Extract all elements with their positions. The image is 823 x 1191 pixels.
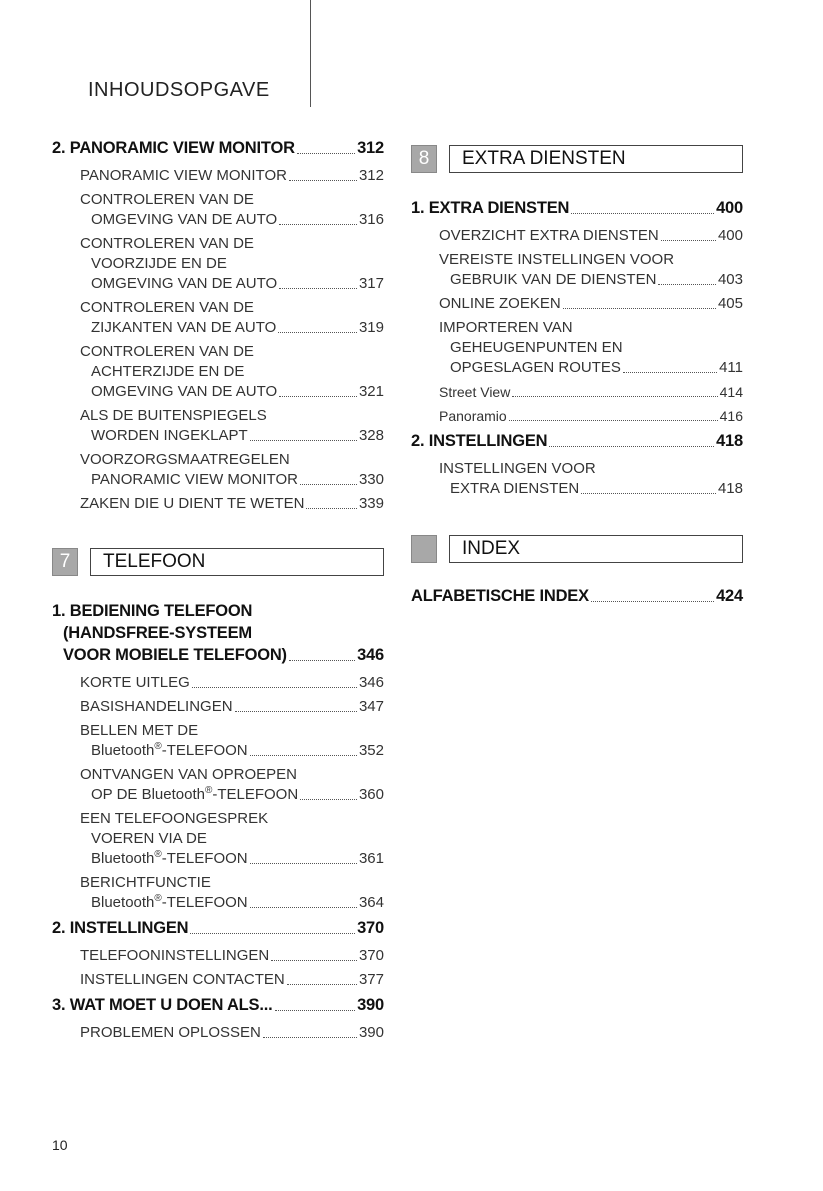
- toc-page-number: 400: [717, 227, 743, 244]
- toc-entry-line: [80, 166, 384, 186]
- toc-entry-line: [80, 829, 384, 849]
- toc-page-number: 390: [357, 996, 384, 1014]
- toc-page-number: 317: [358, 275, 384, 292]
- toc-entry-line: [52, 917, 384, 939]
- toc-entry[interactable]: [52, 970, 384, 990]
- toc-page-number: 361: [358, 850, 384, 867]
- toc-entry-line: [80, 673, 384, 693]
- toc-page-number: 411: [719, 359, 743, 376]
- toc-entry-text: ALS DE BUITENSPIEGELS: [80, 407, 267, 424]
- toc-entry-text: KORTE UITLEG: [80, 674, 190, 691]
- toc-page-number: 360: [358, 786, 384, 803]
- dot-leader: [297, 137, 355, 154]
- toc-entry-line: [80, 342, 384, 362]
- toc-entry-line: [80, 893, 384, 913]
- toc-entry-text: Bluetooth®-TELEFOON: [91, 893, 248, 911]
- toc-entry-text: ZIJKANTEN VAN DE AUTO: [91, 319, 277, 336]
- dot-leader: [271, 946, 357, 961]
- toc-entry-text: TELEFOONINSTELLINGEN: [80, 947, 270, 964]
- toc-entry[interactable]: [411, 318, 743, 378]
- dot-leader: [512, 382, 717, 397]
- toc-entry-line: [80, 382, 384, 402]
- toc-entry-text: Panoramio: [439, 408, 507, 424]
- toc-entry-line: [439, 250, 743, 270]
- toc-entry[interactable]: [411, 459, 743, 499]
- toc-entry-text: VEREISTE INSTELLINGEN VOOR: [439, 251, 675, 268]
- dot-leader: [190, 917, 355, 934]
- toc-entry-text: GEBRUIK VAN DE DIENSTEN: [450, 271, 657, 288]
- toc-entry-text: PANORAMIC VIEW MONITOR: [91, 471, 298, 488]
- dot-leader: [571, 197, 714, 214]
- toc-page-number: 339: [358, 495, 384, 512]
- toc-entry-text: EEN TELEFOONGESPREK: [80, 810, 269, 827]
- toc-page-number: 346: [357, 646, 384, 664]
- toc-page-number: 346: [358, 674, 384, 691]
- toc-entry-text: BERICHTFUNCTIE: [80, 874, 211, 891]
- section-title: INDEX: [449, 535, 743, 563]
- toc-page-number: 418: [717, 480, 743, 497]
- toc-entry-text: VOORZORGSMAATREGELEN: [80, 451, 290, 468]
- toc-entry-line: [80, 946, 384, 966]
- toc-entry-text: ALFABETISCHE INDEX: [411, 587, 589, 605]
- toc-entry[interactable]: [411, 406, 743, 426]
- toc-chapter-entry[interactable]: [52, 994, 384, 1016]
- toc-entry-text: Bluetooth®-TELEFOON: [91, 849, 248, 867]
- toc-entry[interactable]: [52, 342, 384, 402]
- toc-entry-line: [52, 644, 384, 666]
- toc-entry-line: [439, 318, 743, 338]
- toc-entry-line: [80, 849, 384, 869]
- toc-chapter-entry[interactable]: [411, 585, 743, 607]
- toc-entry[interactable]: [411, 294, 743, 314]
- toc-entry-line: [80, 970, 384, 990]
- dot-leader: [275, 994, 356, 1011]
- toc-entry-line: [80, 697, 384, 717]
- toc-entry-text: INSTELLINGEN VOOR: [439, 460, 596, 477]
- section-title: EXTRA DIENSTEN: [449, 145, 743, 173]
- toc-page-number: 312: [358, 167, 384, 184]
- toc-entry[interactable]: [52, 1023, 384, 1043]
- toc-page-number: 390: [358, 1024, 384, 1041]
- toc-page-number: 330: [358, 471, 384, 488]
- toc-entry-text: INSTELLINGEN CONTACTEN: [80, 971, 285, 988]
- toc-entry[interactable]: [52, 697, 384, 717]
- dot-leader: [289, 166, 357, 181]
- toc-entry-line: [439, 294, 743, 314]
- toc-entry[interactable]: [52, 946, 384, 966]
- dot-leader: [250, 893, 357, 908]
- toc-entry-text: ZAKEN DIE U DIENT TE WETEN: [80, 495, 305, 512]
- dot-leader: [661, 226, 716, 241]
- dot-leader: [549, 430, 714, 447]
- toc-entry-text: 2. INSTELLINGEN: [411, 432, 548, 450]
- toc-entry-line: [80, 318, 384, 338]
- toc-entry-line: [80, 426, 384, 446]
- toc-chapter-entry[interactable]: [411, 430, 743, 452]
- toc-entry-line: [80, 721, 384, 741]
- toc-entry-text: CONTROLEREN VAN DE: [80, 343, 254, 360]
- toc-page-number: 405: [717, 295, 743, 312]
- section-header: [52, 548, 384, 576]
- toc-entry[interactable]: [52, 406, 384, 446]
- toc-entry-text: 3. WAT MOET U DOEN ALS...: [52, 996, 273, 1014]
- dot-leader: [279, 382, 357, 397]
- dot-leader: [279, 274, 357, 289]
- toc-entry-line: [80, 741, 384, 761]
- toc-entry-text: 1. EXTRA DIENSTEN: [411, 199, 570, 217]
- toc-entry-text: VOOR MOBIELE TELEFOON): [63, 646, 287, 664]
- toc-entry-line: [439, 459, 743, 479]
- toc-entry-text: OMGEVING VAN DE AUTO: [91, 383, 278, 400]
- toc-entry-text: Street View: [439, 384, 511, 400]
- toc-entry-text: OP DE Bluetooth®-TELEFOON: [91, 785, 299, 803]
- toc-entry-text: ACHTERZIJDE EN DE: [91, 363, 245, 380]
- dot-leader: [235, 697, 357, 712]
- toc-entry[interactable]: [52, 765, 384, 805]
- section-header: [411, 535, 743, 563]
- dot-leader: [278, 318, 357, 333]
- toc-entry-text: CONTROLEREN VAN DE: [80, 299, 254, 316]
- toc-entry-text: OVERZICHT EXTRA DIENSTEN: [439, 227, 659, 244]
- toc-page-number: 377: [358, 971, 384, 988]
- dot-leader: [658, 270, 716, 285]
- toc-entry-line: [411, 430, 743, 452]
- toc-page-number: 370: [357, 919, 384, 937]
- toc-page-number: 403: [717, 271, 743, 288]
- dot-leader: [306, 494, 356, 509]
- toc-page-number: 328: [358, 427, 384, 444]
- toc-entry-line: [80, 494, 384, 514]
- toc-entry-line: [80, 234, 384, 254]
- toc-chapter-entry[interactable]: [52, 137, 384, 159]
- dot-leader: [287, 970, 357, 985]
- toc-entry-line: [80, 450, 384, 470]
- toc-entry-line: [52, 600, 384, 622]
- dot-leader: [289, 644, 355, 661]
- toc-entry[interactable]: [52, 494, 384, 514]
- toc-entry[interactable]: [411, 226, 743, 246]
- toc-entry-text: PROBLEMEN OPLOSSEN: [80, 1024, 261, 1041]
- toc-entry-line: [80, 190, 384, 210]
- toc-entry-line: [80, 873, 384, 893]
- toc-entry-text: EXTRA DIENSTEN: [450, 480, 580, 497]
- page-title: INHOUDSOPGAVE: [88, 79, 270, 101]
- toc-left-column: [52, 137, 384, 1047]
- dot-leader: [623, 358, 717, 373]
- toc-entry-line: [439, 338, 743, 358]
- toc-chapter-entry[interactable]: [52, 600, 384, 666]
- toc-entry[interactable]: [52, 673, 384, 693]
- toc-entry[interactable]: [52, 234, 384, 294]
- toc-entry-line: [439, 382, 743, 402]
- toc-entry[interactable]: [52, 873, 384, 913]
- toc-chapter-entry[interactable]: [52, 917, 384, 939]
- toc-entry-text: OMGEVING VAN DE AUTO: [91, 275, 278, 292]
- toc-entry-line: [80, 298, 384, 318]
- toc-entry-text: 1. BEDIENING TELEFOON: [52, 602, 253, 620]
- toc-entry[interactable]: [52, 721, 384, 761]
- dot-leader: [563, 294, 716, 309]
- toc-entry[interactable]: [411, 382, 743, 402]
- toc-entry-text: BASISHANDELINGEN: [80, 698, 233, 715]
- toc-entry-text: GEHEUGENPUNTEN EN: [450, 339, 623, 356]
- toc-entry-line: [80, 470, 384, 490]
- toc-page-number: 364: [358, 894, 384, 911]
- toc-entry-text: PANORAMIC VIEW MONITOR: [80, 167, 287, 184]
- dot-leader: [192, 673, 357, 688]
- toc-entry[interactable]: [52, 450, 384, 490]
- toc-entry-line: [411, 585, 743, 607]
- toc-entry-line: [439, 226, 743, 246]
- section-number-badge: [411, 535, 437, 563]
- toc-entry-text: IMPORTEREN VAN: [439, 319, 573, 336]
- toc-entry-line: [80, 1023, 384, 1043]
- toc-entry-line: [80, 765, 384, 785]
- toc-entry-line: [52, 994, 384, 1016]
- dot-leader: [300, 785, 357, 800]
- toc-entry[interactable]: [52, 809, 384, 869]
- dot-leader: [250, 426, 357, 441]
- dot-leader: [250, 741, 357, 756]
- dot-leader: [279, 210, 357, 225]
- toc-entry-text: CONTROLEREN VAN DE: [80, 235, 254, 252]
- toc-entry-text: Bluetooth®-TELEFOON: [91, 741, 248, 759]
- toc-page-number: 400: [716, 199, 743, 217]
- toc-entry-line: [439, 270, 743, 290]
- toc-page-number: 319: [358, 319, 384, 336]
- page-number: 10: [52, 1137, 68, 1153]
- toc-entry-line: [439, 479, 743, 499]
- toc-entry-line: [52, 622, 384, 644]
- toc-page-number: 414: [719, 384, 743, 400]
- toc-entry-line: [80, 362, 384, 382]
- toc-entry-text: (HANDSFREE-SYSTEEM: [63, 624, 252, 642]
- toc-entry-line: [439, 358, 743, 378]
- toc-entry-text: 2. PANORAMIC VIEW MONITOR: [52, 139, 295, 157]
- toc-entry-text: ONTVANGEN VAN OPROEPEN: [80, 766, 297, 783]
- toc-right-column: [411, 145, 743, 614]
- section-title: TELEFOON: [90, 548, 384, 576]
- toc-entry-line: [80, 210, 384, 230]
- toc-entry[interactable]: [52, 166, 384, 186]
- toc-page-number: 370: [358, 947, 384, 964]
- toc-entry-text: VOORZIJDE EN DE: [91, 255, 227, 272]
- dot-leader: [263, 1023, 357, 1038]
- section-header: [411, 145, 743, 173]
- toc-entry-text: VOEREN VIA DE: [91, 830, 207, 847]
- toc-entry-line: [52, 137, 384, 159]
- toc-page-number: 312: [357, 139, 384, 157]
- toc-page-number: 347: [358, 698, 384, 715]
- dot-leader: [509, 406, 718, 421]
- toc-entry-line: [80, 274, 384, 294]
- toc-page-number: 316: [358, 211, 384, 228]
- toc-entry-text: 2. INSTELLINGEN: [52, 919, 189, 937]
- toc-entry-text: WORDEN INGEKLAPT: [91, 427, 248, 444]
- toc-entry-text: BELLEN MET DE: [80, 722, 199, 739]
- header-divider: [310, 0, 311, 107]
- toc-page-number: 424: [716, 587, 743, 605]
- toc-page-number: 352: [358, 742, 384, 759]
- toc-page-number: 418: [716, 432, 743, 450]
- toc-entry-text: OPGESLAGEN ROUTES: [450, 359, 621, 376]
- dot-leader: [300, 470, 357, 485]
- section-number-badge: 7: [52, 548, 78, 576]
- toc-chapter-entry[interactable]: [411, 197, 743, 219]
- toc-entry-text: CONTROLEREN VAN DE: [80, 191, 254, 208]
- toc-entry-line: [411, 197, 743, 219]
- toc-entry-line: [439, 406, 743, 426]
- section-number-badge: 8: [411, 145, 437, 173]
- toc-entry-line: [80, 406, 384, 426]
- toc-entry[interactable]: [52, 190, 384, 230]
- toc-page-number: 321: [358, 383, 384, 400]
- toc-entry[interactable]: [52, 298, 384, 338]
- toc-entry-line: [80, 785, 384, 805]
- toc-page-number: 416: [719, 408, 743, 424]
- toc-entry-text: ONLINE ZOEKEN: [439, 295, 561, 312]
- toc-entry[interactable]: [411, 250, 743, 290]
- toc-entry-line: [80, 254, 384, 274]
- toc-entry-line: [80, 809, 384, 829]
- toc-entry-text: OMGEVING VAN DE AUTO: [91, 211, 278, 228]
- dot-leader: [591, 585, 714, 602]
- dot-leader: [250, 849, 357, 864]
- dot-leader: [581, 479, 716, 494]
